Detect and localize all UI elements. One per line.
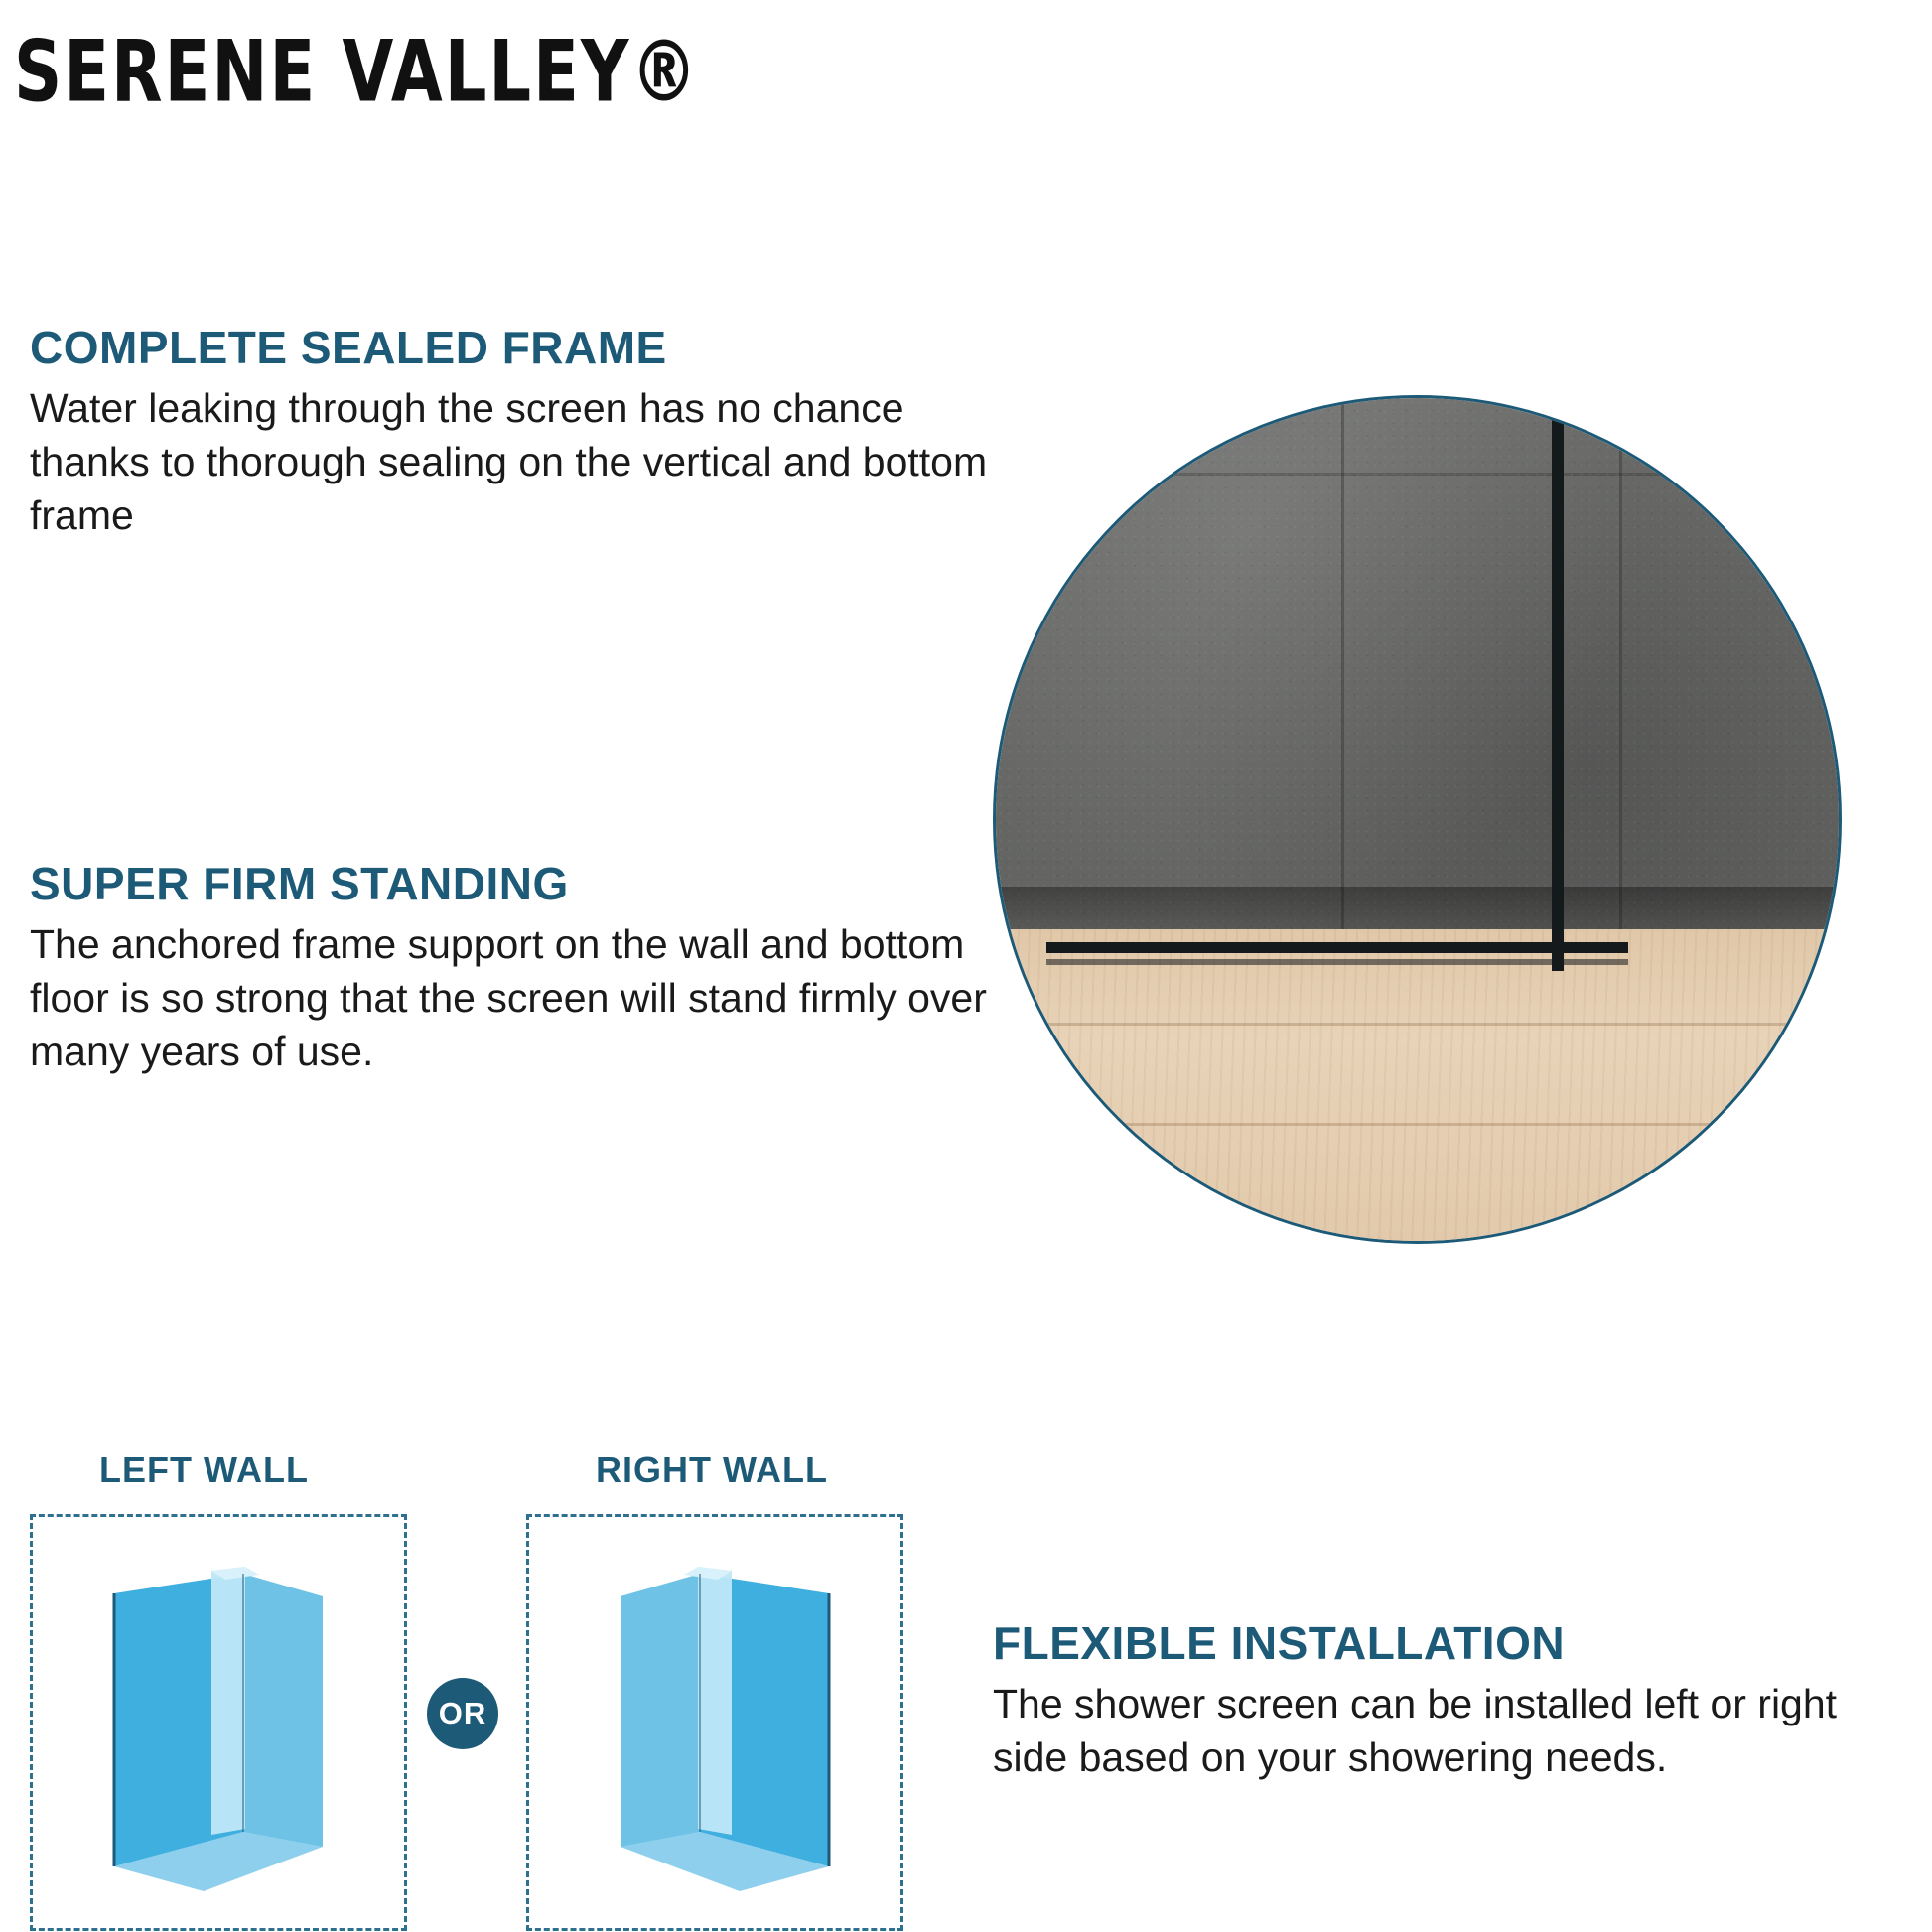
brand-logo: SERENE VALLEY® [14, 22, 700, 121]
left-wall-stall-illustration [94, 1549, 352, 1896]
right-wall-label: RIGHT WALL [596, 1449, 828, 1490]
wood-floor [996, 929, 1839, 1241]
or-separator-badge: OR [427, 1678, 498, 1749]
feature-flexible-installation-title: FLEXIBLE INSTALLATION [993, 1617, 1566, 1669]
screen-bottom-frame [1046, 942, 1628, 953]
tile-seam-horizontal [996, 473, 1839, 476]
tile-seam-vertical [1341, 398, 1344, 929]
feature-flexible-installation-body: The shower screen can be installed left or right side based on your showering needs. [993, 1680, 1838, 1780]
right-wall-stall-illustration [591, 1549, 849, 1896]
screen-bottom-frame-shadow [1046, 959, 1628, 965]
feature-firm-standing-title: SUPER FIRM STANDING [30, 858, 569, 909]
feature-flexible-installation [993, 1618, 1886, 1784]
feature-firm-standing-body: The anchored frame support on the wall and bottom floor is so strong that the screen will stand firmly over many years of use. [30, 920, 987, 1074]
feature-firm-standing [30, 859, 1013, 1078]
feature-sealed-frame-body: Water leaking through the screen has no chance thanks to thorough sealing on the vertical and bottom frame [30, 384, 988, 538]
product-photo-circle [993, 395, 1842, 1244]
feature-sealed-frame-title: COMPLETE SEALED FRAME [30, 322, 667, 373]
floor-plank-line [996, 1123, 1839, 1126]
screen-vertical-frame [1552, 398, 1564, 971]
left-wall-label: LEFT WALL [99, 1449, 309, 1490]
feature-sealed-frame [30, 323, 1013, 542]
floor-plank-line [996, 1023, 1839, 1026]
tiled-wall [996, 398, 1839, 929]
tile-seam-vertical [1619, 398, 1622, 929]
